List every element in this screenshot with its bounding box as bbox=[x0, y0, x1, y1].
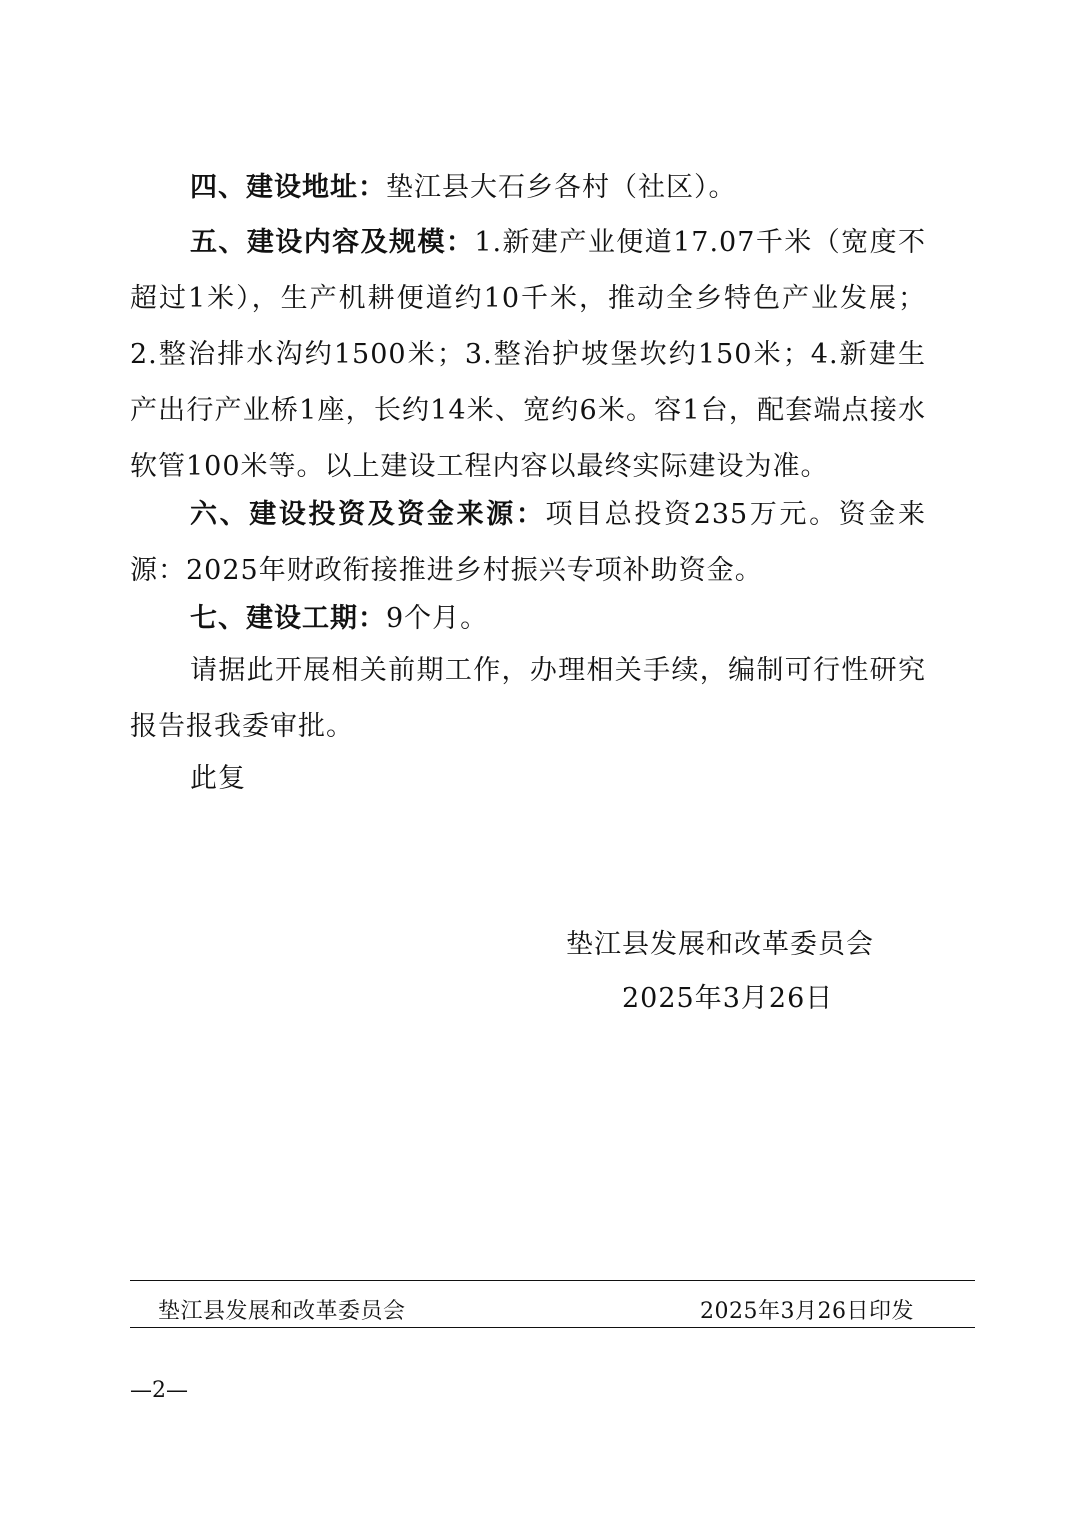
footer-bottom-rule bbox=[130, 1327, 975, 1328]
section-4-heading: 四、建设地址： bbox=[190, 172, 386, 203]
section-7-heading: 七、建设工期： bbox=[190, 603, 386, 634]
section-6-heading: 六、建设投资及资金来源： bbox=[190, 499, 546, 530]
section-5-paragraph bbox=[130, 215, 926, 495]
section-7-paragraph bbox=[130, 591, 926, 647]
section-6-text: 项目总投资235万元。资金来源：2025年财政衔接推进乡村振兴专项补助资金。 bbox=[130, 499, 926, 586]
closing-text: 此复 bbox=[190, 763, 246, 794]
section-7-text: 9个月。 bbox=[386, 603, 489, 634]
section-5-heading: 五、建设内容及规模： bbox=[190, 227, 475, 258]
signature-date: 2025年3月26日 bbox=[622, 983, 834, 1014]
section-6-paragraph bbox=[130, 487, 926, 599]
footer-org: 垫江县发展和改革委员会 bbox=[158, 1299, 406, 1324]
page-number: —2— bbox=[130, 1378, 188, 1403]
section-4-text: 垫江县大石乡各村（社区）。 bbox=[386, 172, 737, 203]
instruction-paragraph: 请据此开展相关前期工作，办理相关手续，编制可行性研究报告报我委审批。 bbox=[130, 655, 926, 742]
signature-org: 垫江县发展和改革委员会 bbox=[566, 929, 874, 960]
section-4-paragraph bbox=[130, 160, 926, 216]
section-5-text: 1.新建产业便道17.07千米（宽度不超过1米），生产机耕便道约10千米，推动全乡特色产业发展；2.整治排水沟约1500米；3.整治护坡堡坎约150米；4.新建生产出行产业桥1座，长约14米、宽约6米。容1台，配套端点接水软管100米等。以上建设工程内容以最终实际建设为准。 bbox=[130, 227, 927, 482]
footer-top-rule bbox=[130, 1280, 975, 1281]
footer-issued-date: 2025年3月26日印发 bbox=[700, 1299, 914, 1324]
